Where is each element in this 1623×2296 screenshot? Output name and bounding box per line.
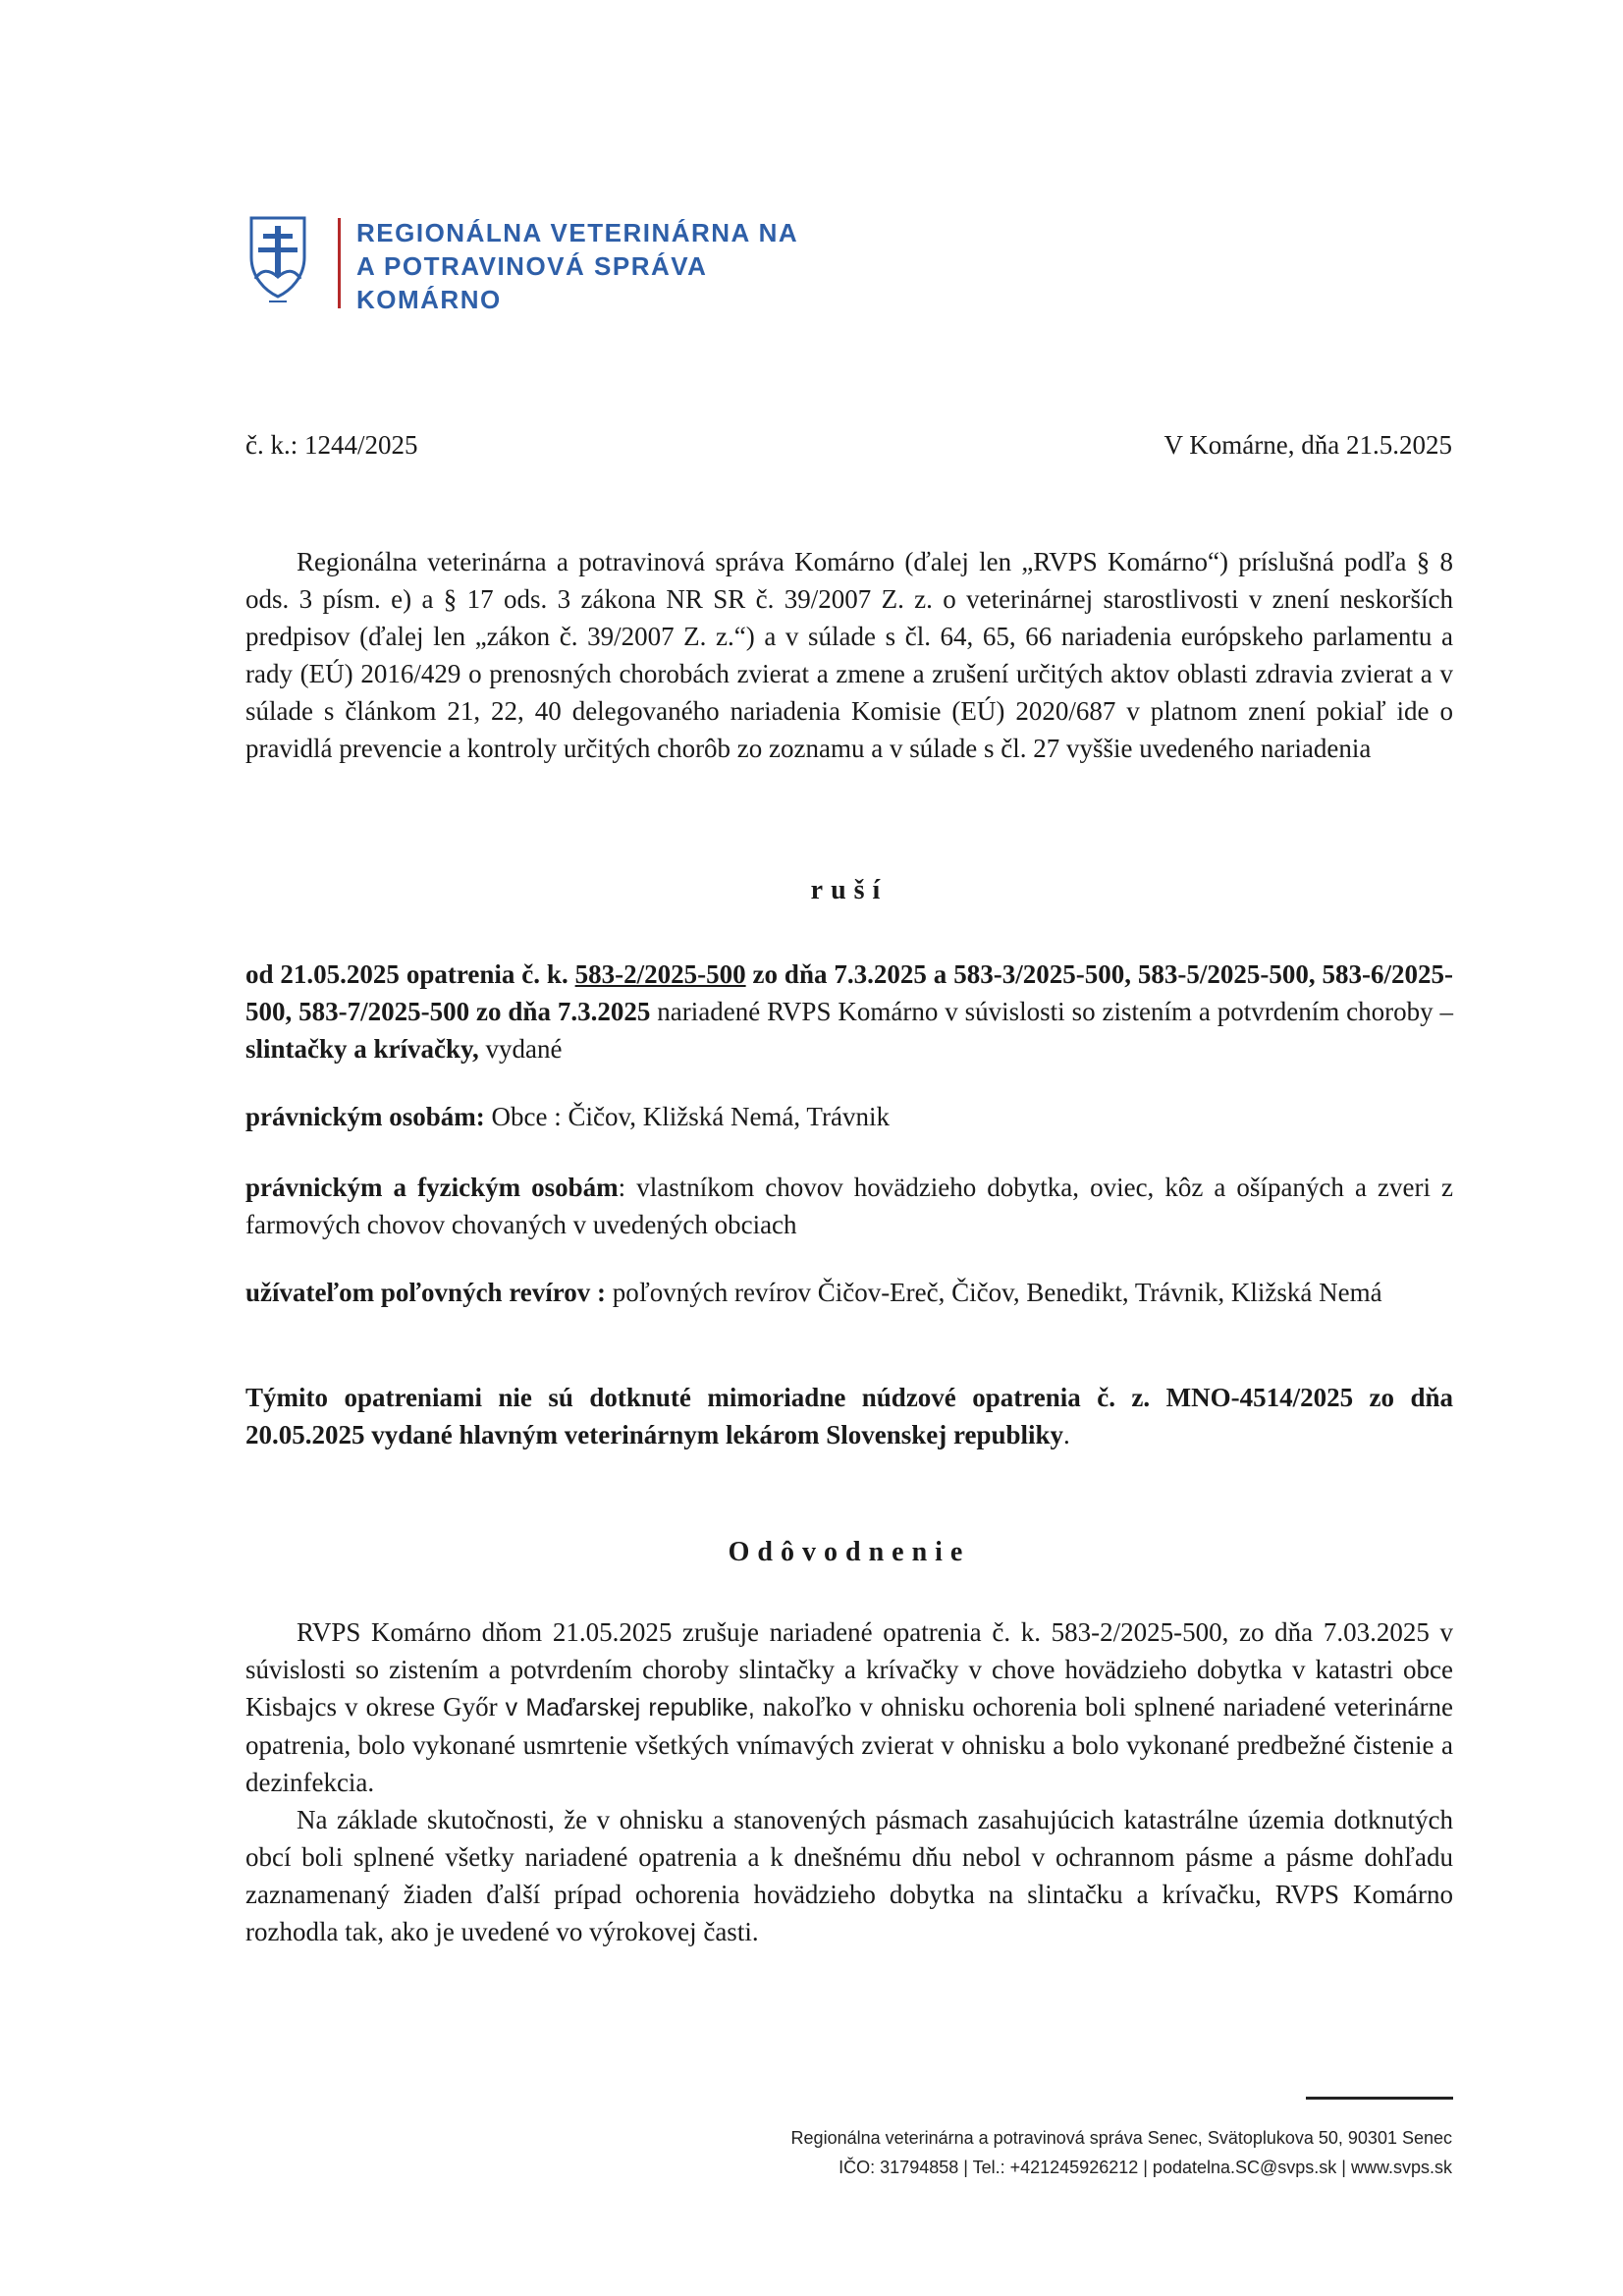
reference-number: č. k.: 1244/2025 — [245, 430, 418, 460]
place-date: V Komárne, dňa 21.5.2025 — [1163, 430, 1452, 460]
justification-paragraph-2: Na základe skutočnosti, že v ohnisku a stanovených pásmach zasahujúcich katastrálne územia dotknutých obcí boli splnené všetky nariadené opatrenia a k dnešnému dňu nebol v ochrannom pásme a pásme dohľadu zaznamenaný žiaden ďalší prípad ochorenia hovädzieho dobytka na slintačku a krívačku, RVPS Komárno rozhodla tak, ako je uvedené vo výrokovej časti. — [245, 1805, 1453, 1946]
slovak-coat-of-arms-icon — [245, 214, 310, 304]
hunting-users-label: užívateľom poľovných revírov : — [245, 1278, 607, 1307]
justification-section — [245, 1613, 1453, 1950]
footer-contacts: IČO: 31794858 | Tel.: +421245926212 | podatelna.SC@svps.sk | www.svps.sk — [839, 2158, 1452, 2177]
organization-name — [356, 216, 798, 316]
org-line-2: A POTRAVINOVÁ SPRÁVA — [356, 251, 708, 281]
notice-paragraph: Týmito opatreniami nie sú dotknuté mimoriadne núdzové opatrenia č. z. MNO-4514/2025 zo dňa 20.05.2025 vydané hlavným veterinárnym lekárom Slovenskej republiky. — [245, 1383, 1453, 1449]
intro-paragraph: Regionálna veterinárna a potravinová správa Komárno (ďalej len „RVPS Komárno“) príslušná podľa § 8 ods. 3 písm. e) a § 17 ods. 3 zákona NR SR č. 39/2007 Z. z. o veterinárnej starostlivosti v znení neskorších predpisov (ďalej len „zákon č. 39/2007 Z. z.“) a v súlade s čl. 64, 65, 66 nariadenia európskeho parlamentu a rady (EÚ) 2016/429 o prenosných chorobách zvierat a zmene a zrušení určitých aktov oblasti zdravia zvierat a v súlade s článkom 21, 22, 40 delegovaného nariadenia Komisie (EÚ) 2020/687 v platnom znení pokiaľ ide o pravidlá prevencie a kontroly určitých chorôb zo zoznamu a v súlade s čl. 27 vyššie uvedeného nariadenia — [245, 547, 1453, 763]
notice-text: Týmito opatreniami nie sú dotknuté mimoriadne núdzové opatrenia č. z. MNO-4514/2025 zo dňa 20.05.2025 vydané hlavným veterinárnym lekárom Slovenskej republiky — [245, 1383, 1453, 1449]
footer-divider — [1306, 2097, 1453, 2100]
org-line-3: KOMÁRNO — [356, 285, 502, 314]
disease-name: slintačky a krívačky, — [245, 1034, 479, 1064]
decision-section — [245, 956, 1453, 1067]
decision-issued: vydané — [478, 1034, 563, 1064]
decision-paragraph — [245, 956, 1453, 1067]
legal-natural-persons-label: právnickým a fyzickým osobám — [245, 1173, 619, 1202]
country-text: v Maďarskej republike, — [505, 1694, 755, 1722]
decision-context: nariadené RVPS Komárno v súvislosti so zistením a potvrdením choroby – — [650, 997, 1453, 1026]
hunting-users-text: poľovných revírov Čičov-Ereč, Čičov, Benedikt, Trávnik, Kližská Nemá — [606, 1278, 1382, 1307]
legal-persons-section — [245, 1098, 1453, 1135]
decision-ref-underlined: 583-2/2025-500 — [574, 959, 746, 989]
intro-section — [245, 543, 1453, 767]
legal-persons-paragraph — [245, 1098, 1453, 1135]
justification-heading: Odôvodnenie — [728, 1537, 971, 1567]
footer — [791, 2123, 1452, 2182]
legal-natural-persons-text: : vlastníkom chovov hovädzieho dobytka, oviec, kôz a ošípaných a zveri z farmových chovov chovaných v uvedených obciach — [245, 1173, 1453, 1239]
notice-section — [245, 1379, 1453, 1453]
reference-row — [245, 430, 1452, 461]
footer-address: Regionálna veterinárna a potravinová správa Senec, Svätoplukova 50, 90301 Senec — [790, 2128, 1452, 2148]
legal-persons-text: Obce : Čičov, Kližská Nemá, Trávnik — [484, 1102, 890, 1131]
header-divider — [338, 218, 341, 308]
letterhead — [245, 214, 798, 316]
hunting-users-section — [245, 1274, 1453, 1311]
justification-paragraph-1: RVPS Komárno dňom 21.05.2025 zrušuje nariadené opatrenia č. k. 583-2/2025-500, zo dňa 7.03.2025 v súvislosti so zistením a potvrdením choroby slintačky a krívačky v chove hovädzieho dobytka v katastri obce Kisbajcs v okrese Győr v Maďarskej republike, nakoľko v ohnisku ochorenia boli splnené nariadené veterinárne opatrenia, bolo vykonané usmrtenie všetkých vnímavých zvierat v ohnisku a bolo vykonané predbežné čistenie a dezinfekcia. — [245, 1617, 1453, 1797]
hunting-users-paragraph — [245, 1274, 1453, 1311]
decision-refs: zo dňa 7.3.2025 a 583-3/2025-500, 583-5/2025-500, 583-6/2025-500, 583-7/2025-500 zo dňa 7.3.2025 — [245, 959, 1454, 1026]
org-line-1: REGIONÁLNA VETERINÁRNA NA — [356, 218, 799, 247]
decision-heading: ruší — [810, 875, 889, 905]
legal-natural-persons-paragraph — [245, 1169, 1453, 1243]
legal-natural-persons-section — [245, 1169, 1453, 1243]
legal-persons-label: právnickým osobám: — [245, 1102, 485, 1131]
decision-date-label: od 21.05.2025 opatrenia č. k. — [245, 959, 575, 989]
